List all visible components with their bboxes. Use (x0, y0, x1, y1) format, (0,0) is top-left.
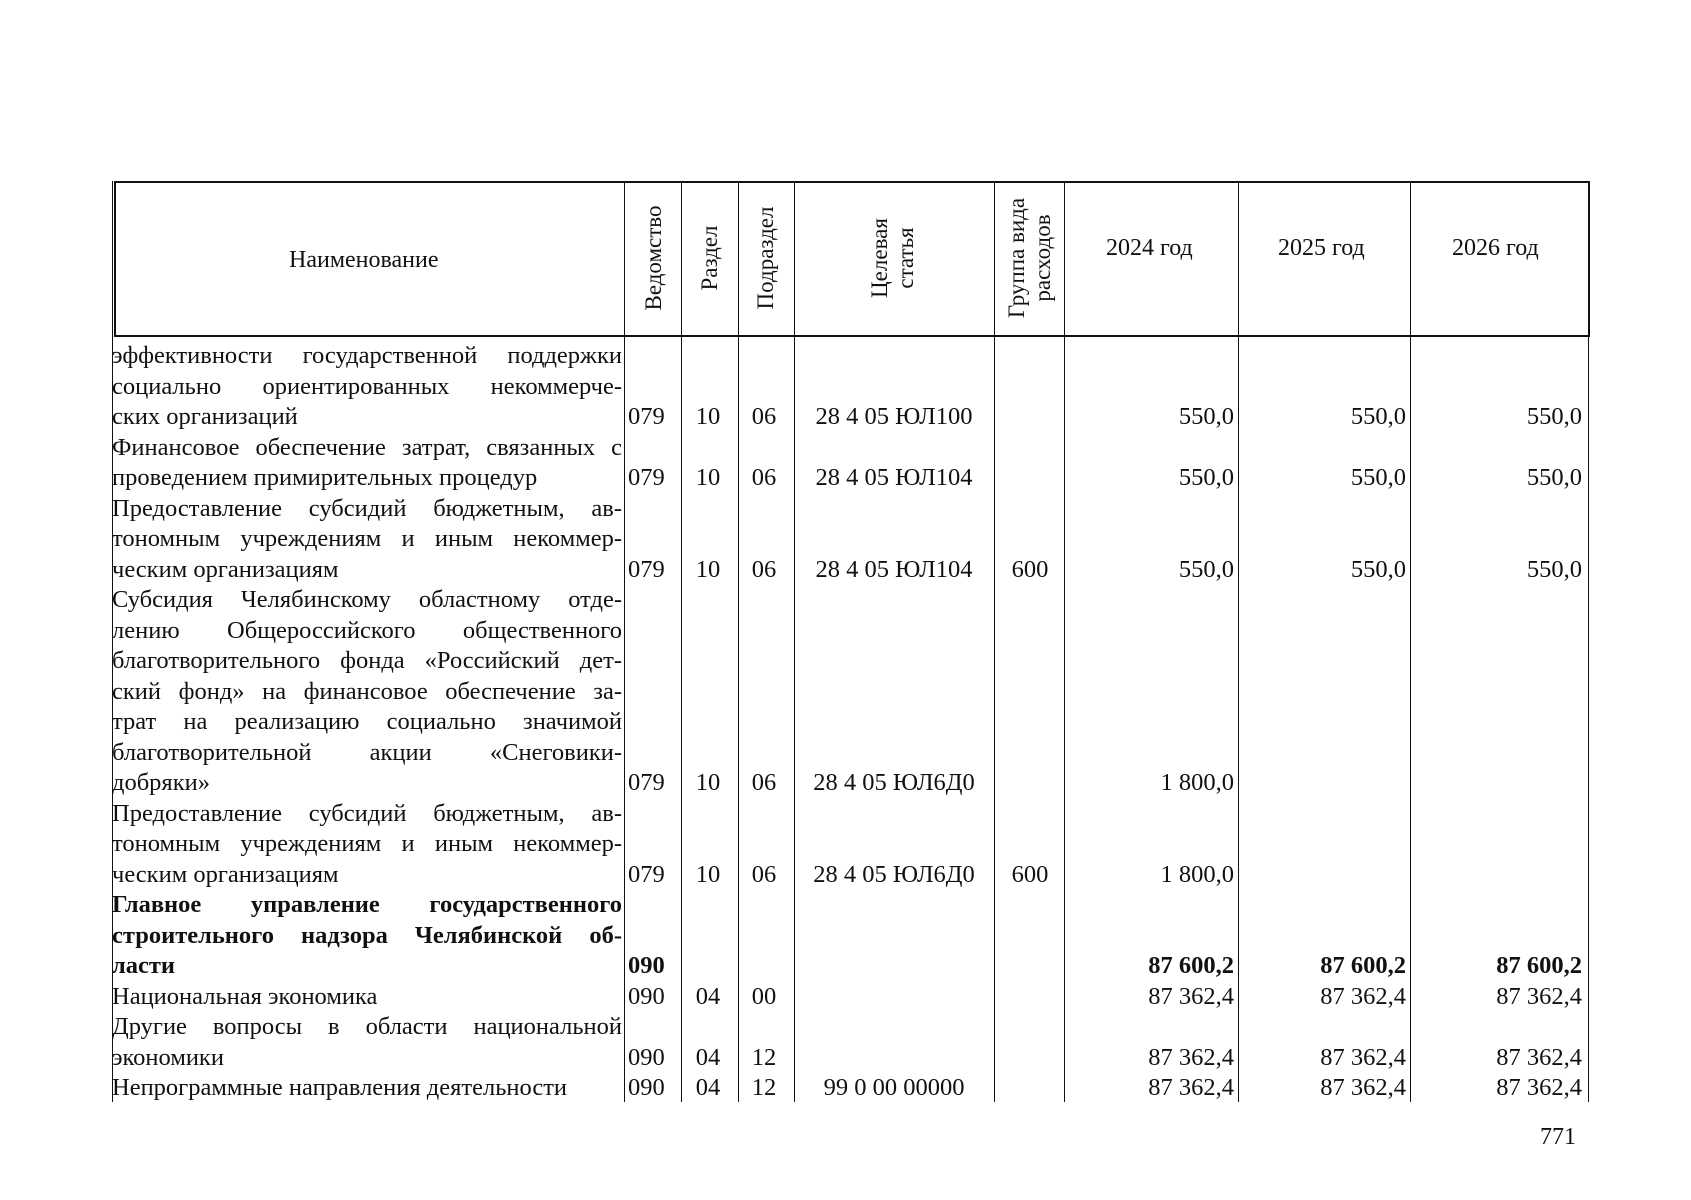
header-name: Наименование (289, 247, 439, 273)
row-name (112, 494, 622, 586)
row-name-line: экономики (112, 1043, 224, 1071)
row-value-2024: 87 362,4 (1148, 1074, 1234, 1101)
row-name-line: благотворительного фонда «Российский дет- (112, 647, 622, 674)
row-name-line: лению Общероссийского общественного (112, 616, 622, 644)
row-name-line: Предоставление субсидий бюджетным, ав- (112, 799, 622, 827)
row-name-line: Субсидия Челябинскому областному отде- (112, 586, 622, 613)
row-expense-group: 600 (1011, 555, 1049, 583)
row-target-article: 28 4 05 ЮЛ104 (815, 464, 973, 491)
row-value-2026: 87 362,4 (1496, 1074, 1582, 1101)
row-target-article: 99 0 00 00000 (823, 1074, 965, 1101)
row-value-2025: 550,0 (1350, 464, 1406, 491)
row-value-2025: 550,0 (1350, 555, 1406, 583)
row-value-2024: 550,0 (1178, 464, 1234, 491)
table-row (0, 585, 1691, 799)
row-name-line: благотворительной акции «Снеговики- (112, 738, 622, 766)
table-row (0, 982, 1691, 1013)
row-value-2025: 87 362,4 (1320, 1074, 1406, 1101)
row-name (112, 799, 622, 891)
row-department: 090 (628, 1074, 665, 1101)
row-value-2024: 87 362,4 (1148, 982, 1234, 1010)
row-value-2024: 550,0 (1178, 403, 1234, 430)
row-department: 079 (628, 403, 665, 430)
row-name-line: ласти (112, 952, 176, 979)
row-value-2026: 87 600,2 (1496, 952, 1582, 979)
row-subsection: 00 (751, 982, 777, 1010)
row-target-article: 28 4 05 ЮЛ6Д0 (813, 769, 975, 796)
row-name-line: проведением примирительных процедур (112, 464, 538, 491)
row-section: 04 (695, 982, 721, 1010)
row-value-2026: 550,0 (1526, 555, 1582, 583)
header-target-article (867, 199, 919, 317)
header-expense-group (1004, 183, 1056, 333)
row-name-line: строительного надзора Челябинской об- (112, 921, 622, 949)
row-department: 079 (628, 769, 665, 796)
row-section: 10 (695, 860, 721, 888)
row-subsection: 06 (751, 403, 777, 430)
table-row (0, 341, 1691, 433)
row-department: 079 (628, 464, 665, 491)
row-value-2024: 1 800,0 (1160, 769, 1234, 796)
row-name-line: Национальная экономика (112, 982, 378, 1010)
row-value-2025: 87 600,2 (1320, 952, 1406, 979)
header-subsection: Подраздел (753, 206, 778, 310)
row-name-line: Другие вопросы в области национальной (112, 1013, 622, 1040)
row-target-article: 28 4 05 ЮЛ6Д0 (813, 860, 975, 888)
header-department: Ведомство (641, 205, 666, 311)
row-value-2025: 87 362,4 (1320, 982, 1406, 1010)
row-section: 10 (695, 769, 721, 796)
table-row (0, 1012, 1691, 1073)
row-subsection: 12 (751, 1043, 777, 1071)
row-target-article: 28 4 05 ЮЛ100 (815, 403, 973, 430)
row-name-line: трат на реализацию социально значимой (112, 708, 622, 735)
row-value-2024: 87 362,4 (1148, 1043, 1234, 1071)
row-value-2025: 87 362,4 (1320, 1043, 1406, 1071)
row-value-2024: 87 600,2 (1148, 952, 1234, 979)
row-department: 090 (628, 952, 665, 979)
row-name (112, 982, 622, 1013)
row-value-2026: 87 362,4 (1496, 982, 1582, 1010)
page-number: 771 (1540, 1124, 1576, 1150)
row-target-article: 28 4 05 ЮЛ104 (815, 555, 973, 583)
row-name-line: Главное управление государственного (112, 891, 622, 918)
row-subsection: 06 (751, 555, 777, 583)
table-row (0, 799, 1691, 891)
row-section: 10 (695, 555, 721, 583)
table-row (0, 433, 1691, 494)
header-2025: 2025 год (1278, 235, 1365, 261)
row-name (112, 890, 622, 982)
row-name-line: эффективности государственной поддержки (112, 342, 622, 369)
row-value-2025: 550,0 (1350, 403, 1406, 430)
row-department: 079 (628, 555, 665, 583)
row-name-line: Непрограммные направления деятельности (112, 1074, 568, 1101)
row-section: 04 (695, 1043, 721, 1071)
row-expense-group: 600 (1011, 860, 1049, 888)
row-name-line: ских организаций (112, 403, 298, 430)
row-value-2026: 550,0 (1526, 403, 1582, 430)
row-value-2024: 550,0 (1178, 555, 1234, 583)
row-name (112, 1073, 622, 1104)
row-name (112, 341, 622, 433)
row-name-line: ческим организациям (112, 860, 339, 888)
row-value-2024: 1 800,0 (1160, 860, 1234, 888)
row-name-line: тономным учреждениям и иным некоммер- (112, 525, 622, 552)
row-subsection: 06 (751, 860, 777, 888)
row-name-line: социально ориентированных некоммерче- (112, 372, 622, 400)
row-department: 090 (628, 1043, 665, 1071)
row-department: 090 (628, 982, 665, 1010)
row-name-line: ский фонд» на финансовое обеспечение за- (112, 677, 622, 705)
row-name-line: Предоставление субсидий бюджетным, ав- (112, 494, 622, 522)
row-subsection: 06 (751, 769, 777, 796)
row-name (112, 433, 622, 494)
row-value-2026: 550,0 (1526, 464, 1582, 491)
table-row (0, 890, 1691, 982)
row-name-line: добряки» (112, 769, 210, 796)
header-2024: 2024 год (1106, 235, 1193, 261)
row-department: 079 (628, 860, 665, 888)
table-row (0, 494, 1691, 586)
row-section: 10 (695, 403, 721, 430)
row-name-line: ческим организациям (112, 555, 339, 583)
row-name (112, 1012, 622, 1073)
row-value-2026: 87 362,4 (1496, 1043, 1582, 1071)
table-row (0, 1073, 1691, 1104)
header-target-article-text: Целевая статья (867, 218, 918, 298)
row-subsection: 12 (751, 1074, 777, 1101)
row-section: 04 (695, 1074, 721, 1101)
header-2026: 2026 год (1452, 235, 1539, 261)
header-expense-group-text: Группа вида расходов (1004, 197, 1055, 319)
row-name-line: тономным учреждениям и иным некоммер- (112, 830, 622, 857)
row-subsection: 06 (751, 464, 777, 491)
row-name (112, 585, 622, 799)
row-section: 10 (695, 464, 721, 491)
row-name-line: Финансовое обеспечение затрат, связанных с (112, 433, 622, 461)
header-section: Раздел (697, 225, 722, 291)
